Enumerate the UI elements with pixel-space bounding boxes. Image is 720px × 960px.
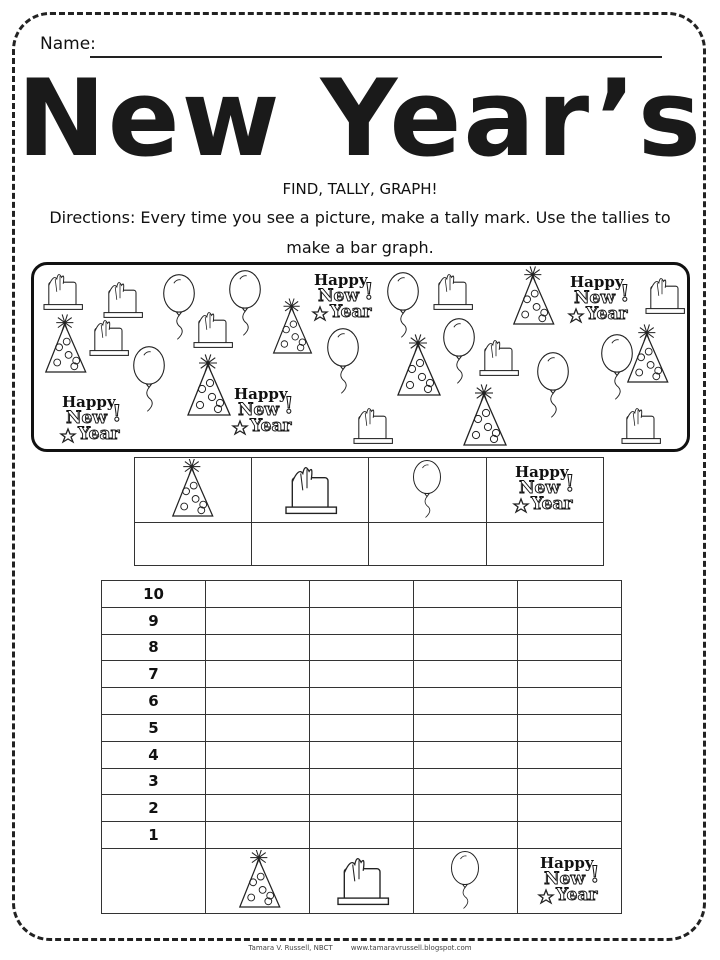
svg-text:!: ! (364, 279, 374, 305)
svg-text:!: ! (589, 861, 600, 888)
footer (0, 944, 720, 952)
svg-text:New: New (238, 400, 279, 420)
graph-corner-cell (102, 848, 206, 913)
graph-cell-top-hat[interactable] (310, 714, 414, 741)
tally-sign-cell (487, 458, 604, 523)
svg-text:!: ! (112, 401, 122, 427)
graph-cell-party-hat[interactable] (206, 607, 310, 634)
subtitle: FIND, TALLY, GRAPH! (282, 180, 438, 198)
hat-scene-icon (622, 409, 660, 444)
page-title: New Year’s (17, 57, 703, 180)
balloon-scene-icon (230, 271, 261, 336)
picture-scene (31, 262, 690, 452)
footer-site: www.tamaravrussell.blogspot.com (350, 944, 472, 952)
graph-cell-happy-new-year-sign[interactable] (518, 688, 622, 715)
tally-balloon-cell (369, 458, 487, 523)
party-hat-scene-icon (274, 298, 312, 353)
graph-cell-balloon[interactable] (414, 607, 518, 634)
hat-scene-icon (44, 275, 82, 310)
tally-box-party-hat[interactable] (135, 523, 252, 566)
top-hat-icon (270, 459, 350, 521)
graph-label-balloon (414, 848, 518, 913)
tally-party-hat-cell (135, 458, 252, 523)
party-hat-scene-icon (464, 384, 506, 445)
svg-text:Happy: Happy (314, 271, 368, 289)
graph-cell-happy-new-year-sign[interactable] (518, 795, 622, 822)
happy-new-year-icon (530, 850, 610, 912)
graph-row (102, 661, 622, 688)
svg-text:Happy: Happy (62, 393, 116, 411)
graph-row (102, 768, 622, 795)
graph-cell-balloon[interactable] (414, 661, 518, 688)
graph-cell-top-hat[interactable] (310, 661, 414, 688)
graph-label-top-hat (310, 848, 414, 913)
svg-text:New: New (574, 288, 615, 308)
graph-cell-top-hat[interactable] (310, 581, 414, 608)
graph-cell-party-hat[interactable] (206, 714, 310, 741)
hat-scene-icon (480, 341, 518, 376)
graph-row (102, 581, 622, 608)
balloon-scene-icon (538, 353, 569, 418)
top-hat-icon (322, 850, 402, 912)
tally-top-hat-cell (252, 458, 369, 523)
hat-scene-icon (90, 321, 128, 356)
party-hat-icon (218, 850, 298, 912)
graph-cell-top-hat[interactable] (310, 741, 414, 768)
svg-text:New: New (66, 408, 107, 428)
graph-cell-balloon[interactable] (414, 822, 518, 849)
balloon-icon (408, 459, 448, 521)
svg-text:Year: Year (330, 302, 372, 322)
svg-text:!: ! (565, 471, 575, 497)
graph-row-number: 5 (102, 714, 206, 741)
graph-cell-party-hat[interactable] (206, 581, 310, 608)
tally-picture-row (135, 458, 604, 523)
graph-cell-happy-new-year-sign[interactable] (518, 661, 622, 688)
tally-box-balloon[interactable] (369, 523, 487, 566)
hat-scene-icon (646, 279, 684, 314)
graph-picture-row (102, 848, 622, 913)
graph-cell-balloon[interactable] (414, 741, 518, 768)
svg-text:Happy: Happy (539, 853, 594, 872)
party-hat-scene-icon (514, 266, 554, 324)
graph-cell-balloon[interactable] (414, 688, 518, 715)
bar-graph-grid (101, 580, 622, 914)
directions: Directions: Every time you see a picture, make a tally mark. Use the tallies to make a bar graph. (49, 208, 671, 257)
graph-cell-happy-new-year-sign[interactable] (518, 607, 622, 634)
happy-new-year-icon (505, 459, 585, 521)
svg-text:Happy: Happy (234, 385, 288, 403)
name-label: Name: (40, 34, 96, 54)
balloon-scene-icon (134, 347, 165, 412)
scene-drawing (34, 265, 690, 452)
sign-scene-icon (569, 273, 630, 324)
party-hat-scene-icon (188, 354, 230, 415)
balloon-scene-icon (444, 319, 475, 384)
tally-box-top-hat[interactable] (252, 523, 369, 566)
party-hat-scene-icon (628, 324, 668, 382)
balloon-scene-icon (328, 329, 359, 394)
graph-cell-top-hat[interactable] (310, 768, 414, 795)
graph-cell-top-hat[interactable] (310, 822, 414, 849)
balloon-scene-icon (164, 275, 195, 340)
svg-text:New: New (519, 478, 560, 498)
graph-cell-happy-new-year-sign[interactable] (518, 714, 622, 741)
graph-cell-party-hat[interactable] (206, 741, 310, 768)
graph-cell-top-hat[interactable] (310, 607, 414, 634)
svg-text:Year: Year (555, 884, 597, 905)
graph-row (102, 688, 622, 715)
graph-cell-party-hat[interactable] (206, 634, 310, 661)
hat-scene-icon (434, 275, 472, 310)
name-row (40, 34, 662, 58)
svg-text:Happy: Happy (570, 273, 624, 291)
party-hat-scene-icon (398, 334, 440, 395)
graph-cell-happy-new-year-sign[interactable] (518, 741, 622, 768)
tally-box-sign[interactable] (487, 523, 604, 566)
svg-text:!: ! (620, 281, 630, 307)
balloon-icon (446, 850, 486, 912)
graph-row (102, 795, 622, 822)
svg-text:New: New (543, 868, 585, 889)
graph-row-number: 9 (102, 607, 206, 634)
sign-scene-icon (233, 385, 294, 436)
balloon-scene-icon (388, 273, 419, 338)
graph-cell-happy-new-year-sign[interactable] (518, 768, 622, 795)
graph-row (102, 741, 622, 768)
svg-text:!: ! (284, 393, 294, 419)
graph-cell-party-hat[interactable] (206, 768, 310, 795)
graph-row (102, 822, 622, 849)
footer-author: Tamara V. Russell, NBCT (248, 944, 333, 952)
graph-row (102, 607, 622, 634)
graph-cell-party-hat[interactable] (206, 822, 310, 849)
svg-text:Happy: Happy (515, 463, 569, 481)
graph-label-party-hat (206, 848, 310, 913)
graph-cell-top-hat[interactable] (310, 795, 414, 822)
svg-text:Year: Year (586, 304, 628, 324)
graph-cell-party-hat[interactable] (206, 795, 310, 822)
graph-cell-balloon[interactable] (414, 714, 518, 741)
graph-cell-party-hat[interactable] (206, 688, 310, 715)
graph-row-number: 6 (102, 688, 206, 715)
graph-cell-happy-new-year-sign[interactable] (518, 581, 622, 608)
tally-table (134, 457, 604, 566)
graph-cell-happy-new-year-sign[interactable] (518, 822, 622, 849)
graph-row-number: 8 (102, 634, 206, 661)
graph-cell-party-hat[interactable] (206, 661, 310, 688)
party-hat-scene-icon (46, 314, 86, 372)
graph-cell-top-hat[interactable] (310, 634, 414, 661)
svg-text:Year: Year (250, 416, 292, 436)
svg-text:Year: Year (531, 494, 573, 514)
graph-cell-balloon[interactable] (414, 634, 518, 661)
graph-row (102, 714, 622, 741)
graph-row-number: 3 (102, 768, 206, 795)
graph-row-number: 7 (102, 661, 206, 688)
graph-cell-top-hat[interactable] (310, 688, 414, 715)
balloon-scene-icon (602, 335, 633, 400)
graph-cell-happy-new-year-sign[interactable] (518, 634, 622, 661)
tally-marks-row (135, 523, 604, 566)
svg-text:New: New (318, 286, 359, 306)
graph-label-happy-new-year-sign (518, 848, 622, 913)
graph-row (102, 634, 622, 661)
graph-cell-balloon[interactable] (414, 795, 518, 822)
hat-scene-icon (354, 409, 392, 444)
hat-scene-icon (194, 313, 232, 348)
graph-row-number: 4 (102, 741, 206, 768)
svg-text:Year: Year (78, 424, 120, 444)
graph-row-number: 10 (102, 581, 206, 608)
graph-cell-balloon[interactable] (414, 768, 518, 795)
party-hat-icon (163, 459, 223, 521)
sign-scene-icon (313, 271, 374, 322)
hat-scene-icon (104, 283, 142, 318)
graph-row-number: 1 (102, 822, 206, 849)
graph-row-number: 2 (102, 795, 206, 822)
graph-cell-balloon[interactable] (414, 581, 518, 608)
sign-scene-icon (61, 393, 122, 444)
